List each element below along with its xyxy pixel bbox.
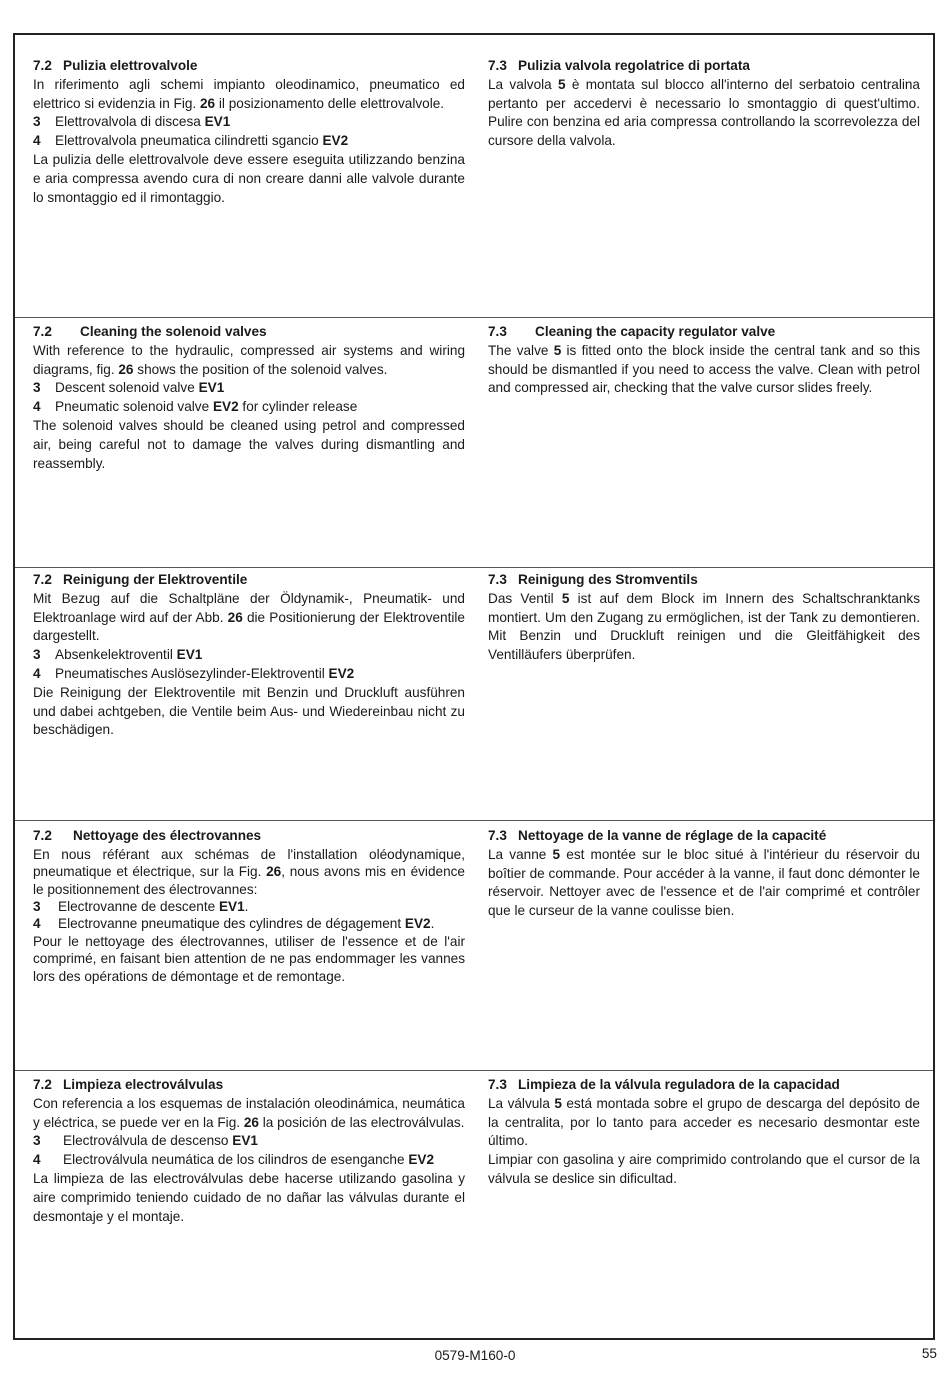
left-column — [33, 571, 465, 740]
paragraph: The valve 5 is fitted onto the block inside the central tank and so this should be dismantled if you need to access the valve. Clean with petrol and compressed air, checking that the valve cursor slides freely. — [488, 342, 920, 396]
paragraph: Con referencia a los esquemas de instalación oleodinámica, neumática y eléctrica, se puede ver en la Fig. 26 la posición de las electroválvulas. — [33, 1095, 465, 1130]
list-item: 3 Absenkelektroventil EV1 — [33, 647, 203, 663]
section-heading: 7.3 Nettoyage de la vanne de réglage de la capacité — [488, 828, 827, 843]
section-heading: 7.2 Nettoyage des électrovannes — [33, 828, 262, 843]
section-heading: 7.3 Reinigung des Stromventils — [488, 572, 698, 587]
list-item: 3 Electroválvula de descenso EV1 — [33, 1133, 258, 1149]
right-column — [488, 571, 920, 665]
section-spanish — [15, 1070, 933, 1224]
paragraph: With reference to the hydraulic, compressed air systems and wiring diagrams, fig. 26 shows the position of the solenoid valves. — [33, 342, 465, 377]
section-heading: 7.2 Pulizia elettrovalvole — [33, 58, 198, 73]
list-item: 4 Pneumatisches Auslösezylinder-Elektroventil EV2 — [33, 665, 355, 681]
right-column — [488, 827, 920, 921]
section-heading: 7.2 Cleaning the solenoid valves — [33, 324, 267, 339]
list-item: 4 Pneumatic solenoid valve EV2 for cylinder release — [33, 399, 358, 415]
section-heading: 7.3 Limpieza de la válvula reguladora de la capacidad — [488, 1077, 840, 1092]
list-item: 4 Electroválvula neumática de los cilindros de esenganche EV2 — [33, 1152, 435, 1168]
page-frame — [13, 33, 935, 1340]
paragraph: Mit Bezug auf die Schaltpläne der Öldynamik-, Pneumatik- und Elektroanlage wird auf der Abb. 26 die Positionierung der Elektroventile dargestellt. — [33, 590, 465, 644]
list-item: 4 Electrovanne pneumatique des cylindres de dégagement EV2. — [33, 916, 435, 932]
paragraph: Pour le nettoyage des électrovannes, utiliser de l'essence et de l'air comprimé, en faisant bien attention de ne pas endommager les vannes lors des opérations de démontage et de remontage. — [33, 933, 465, 984]
paragraph: La válvula 5 está montada sobre el grupo de descarga del depósito de la centralita, por lo tanto para acceder es necesario desmontar este último. — [488, 1095, 920, 1149]
section-german — [15, 567, 933, 738]
paragraph: Die Reinigung der Elektroventile mit Benzin und Druckluft ausführen und dabei achtgeben, die Ventile beim Aus- und Wiedereinbau nicht zu beschädigen. — [33, 684, 465, 738]
paragraph: La vanne 5 est montée sur le bloc situé à l'intérieur du réservoir du boîtier de commande. Pour accéder à la vanne, il faut donc démonter le réservoir. Nettoyer avec de l'essence et de l'air comprimé et contrôler que le curseur de la vanne coulisse bien. — [488, 846, 920, 919]
paragraph: Das Ventil 5 ist auf dem Block im Innern des Schaltschranktanks montiert. Um den Zugang zu ermöglichen, ist der Tank zu demontieren. Mit Benzin und Druckluft reinigen und die Gleitfähigkeit des Ventilläufers überprüfen. — [488, 590, 920, 663]
section-english — [15, 317, 933, 471]
list-item: 3 Descent solenoid valve EV1 — [33, 380, 225, 396]
page-number: 55 — [921, 1346, 937, 1361]
left-column — [33, 827, 465, 985]
paragraph: La pulizia delle elettrovalvole deve essere eseguita utilizzando benzina e aria compressa avendo cura di non creare danni alle valvole durante lo smontaggio ed il rimontaggio. — [33, 151, 465, 205]
paragraph: In riferimento agli schemi impianto oleodinamico, pneumatico ed elettrico si evidenzia in Fig. 26 il posizionamento delle elettrovalvole. — [33, 76, 465, 111]
section-french — [15, 820, 933, 984]
left-column — [33, 1076, 465, 1226]
section-heading: 7.2 Reinigung der Elektroventile — [33, 572, 248, 587]
paragraph: En nous référant aux schémas de l'installation oléodynamique, pneumatique et électrique, sur la Fig. 26, nous avons mis en évidence le positionnement des électrovannes: — [33, 846, 465, 897]
left-column — [33, 57, 465, 207]
document-code: 0579-M160-0 — [434, 1348, 516, 1363]
left-column — [33, 323, 465, 473]
list-item: 4 Elettrovalvola pneumatica cilindretti sgancio EV2 — [33, 133, 349, 149]
list-item: 3 Electrovanne de descente EV1. — [33, 899, 249, 915]
right-column — [488, 57, 920, 151]
paragraph: The solenoid valves should be cleaned using petrol and compressed air, being careful not to damage the valves during dismantling and reassembly. — [33, 417, 465, 471]
section-heading: 7.3 Cleaning the capacity regulator valve — [488, 324, 776, 339]
list-item: 3 Elettrovalvola di discesa EV1 — [33, 114, 231, 130]
right-column — [488, 323, 920, 398]
section-heading: 7.2 Limpieza electroválvulas — [33, 1077, 224, 1092]
paragraph: La valvola 5 è montata sul blocco all'interno del serbatoio centralina pertanto per accedervi è necessario lo smontaggio di quest'ultimo. Pulire con benzina ed aria compressa controllando la scorrevolezza del cursore della valvola. — [488, 76, 920, 149]
section-heading: 7.3 Pulizia valvola regolatrice di portata — [488, 58, 750, 73]
paragraph: La limpieza de las electroválvulas debe hacerse utilizando gasolina y aire comprimido teniendo cuidado de no dañar las válvulas durante el desmontaje y el montaje. — [33, 1170, 465, 1224]
paragraph: Limpiar con gasolina y aire comprimido controlando que el cursor de la válvula se deslice sin dificultad. — [488, 1152, 920, 1186]
right-column — [488, 1076, 920, 1189]
